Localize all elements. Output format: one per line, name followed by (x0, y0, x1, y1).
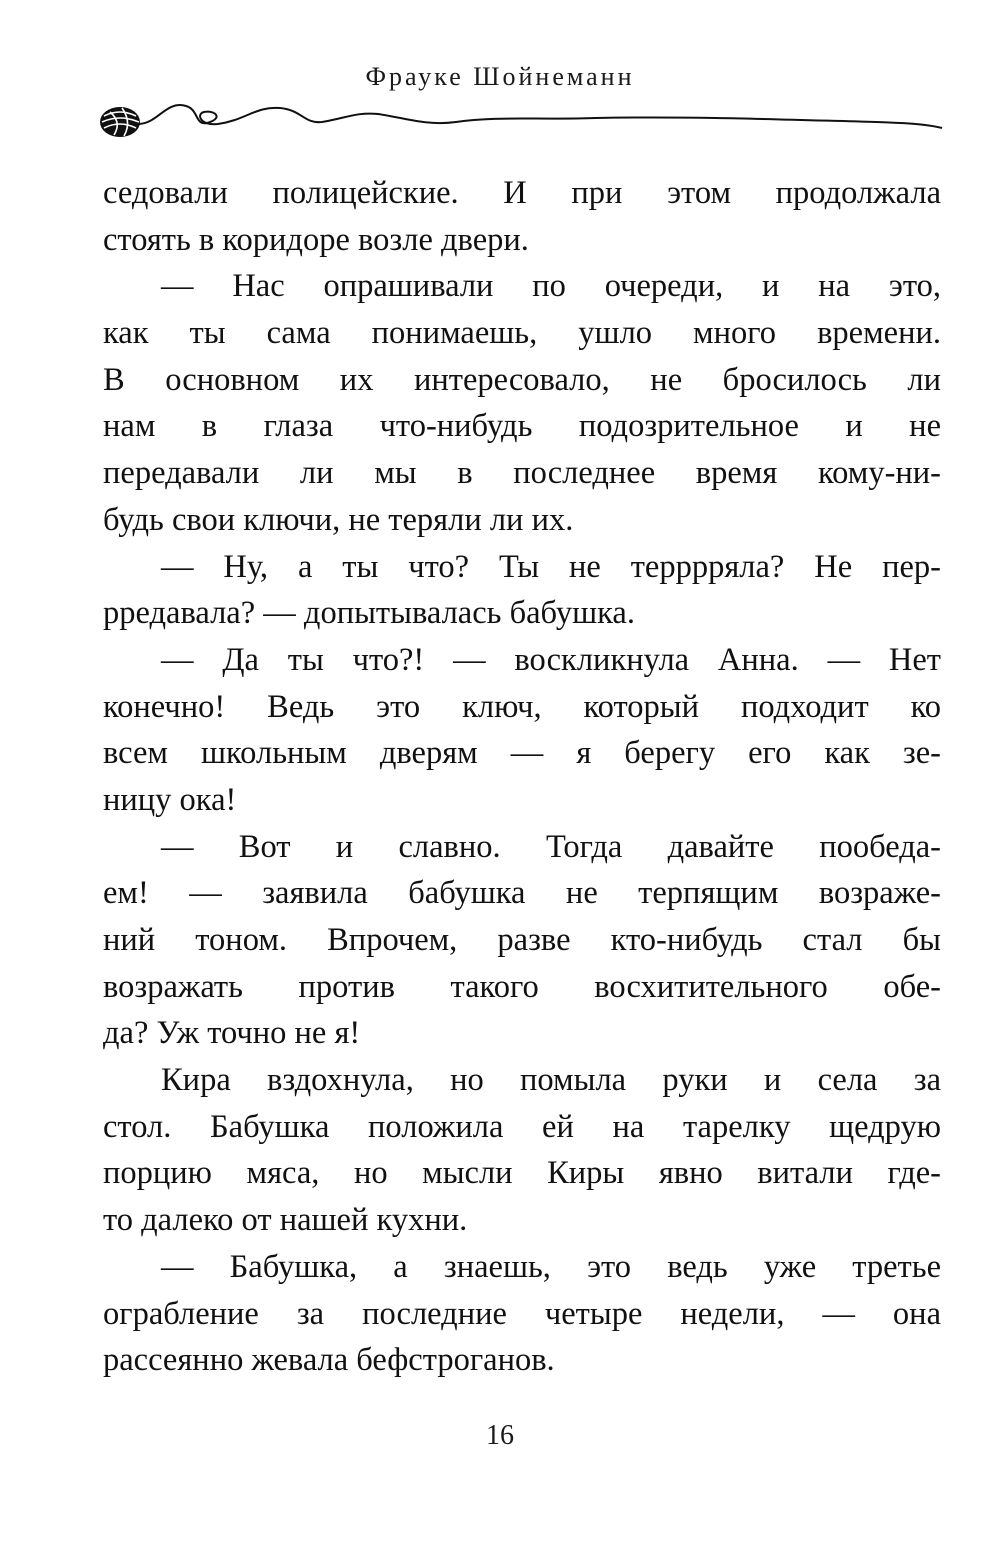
text-line: — Бабушка, а знаешь, это ведь уже третье (161, 1248, 941, 1285)
text-line: рредавала? — допытывалась бабушка. (103, 595, 635, 632)
text-line: да? Уж точно не я! (103, 1015, 361, 1052)
text-line: — Нас опрашивали по очереди, и на это, (161, 268, 941, 305)
text-line: рассеянно жевала бефстроганов. (103, 1342, 555, 1379)
text-line: — Ну, а ты что? Ты не терррряла? Не пер- (161, 548, 941, 585)
text-line: как ты сама понимаешь, ушло много времени. (103, 315, 941, 352)
text-line: Кира вздохнула, но помыла руки и села за (161, 1062, 941, 1099)
text-line: ограбление за последние четыре недели, — она (103, 1295, 941, 1332)
text-line: ницу ока! (103, 781, 237, 818)
text-line: передавали ли мы в последнее время кому-ни- (103, 455, 941, 492)
text-line: будь свои ключи, не теряли ли их. (103, 501, 574, 538)
text-line: стол. Бабушка положила ей на тарелку щедрую (103, 1108, 941, 1145)
yarn-ball-icon (96, 92, 946, 142)
page-number: 16 (486, 1420, 514, 1451)
text-line: — Вот и славно. Тогда давайте пообеда- (161, 828, 941, 865)
body-text (103, 170, 941, 1384)
yarn-thread (138, 105, 942, 128)
running-header: Фрауке Шойнеманн (365, 62, 635, 91)
text-line: ний тоном. Впрочем, разве кто-нибудь стал бы (103, 922, 941, 958)
text-line: конечно! Ведь это ключ, который подходит ко (103, 688, 941, 725)
text-line: всем школьным дверям — я берегу его как зе- (103, 735, 941, 772)
text-line: нам в глаза что-нибудь подозрительное и не (103, 408, 941, 445)
text-line: то далеко от нашей кухни. (103, 1202, 468, 1239)
text-line: порцию мяса, но мысли Киры явно витали где- (103, 1155, 941, 1192)
text-line: стоять в коридоре возле двери. (103, 221, 529, 258)
text-line: — Да ты что?! — воскликнула Анна. — Нет (161, 641, 941, 678)
text-line: В основном их интересовало, не бросилось ли (103, 361, 941, 398)
text-line: седовали полицейские. И при этом продолжала (103, 175, 941, 211)
text-line: ем! — заявила бабушка не терпящим возраже- (103, 875, 941, 912)
text-line: возражать против такого восхитительного обе- (103, 968, 941, 1005)
